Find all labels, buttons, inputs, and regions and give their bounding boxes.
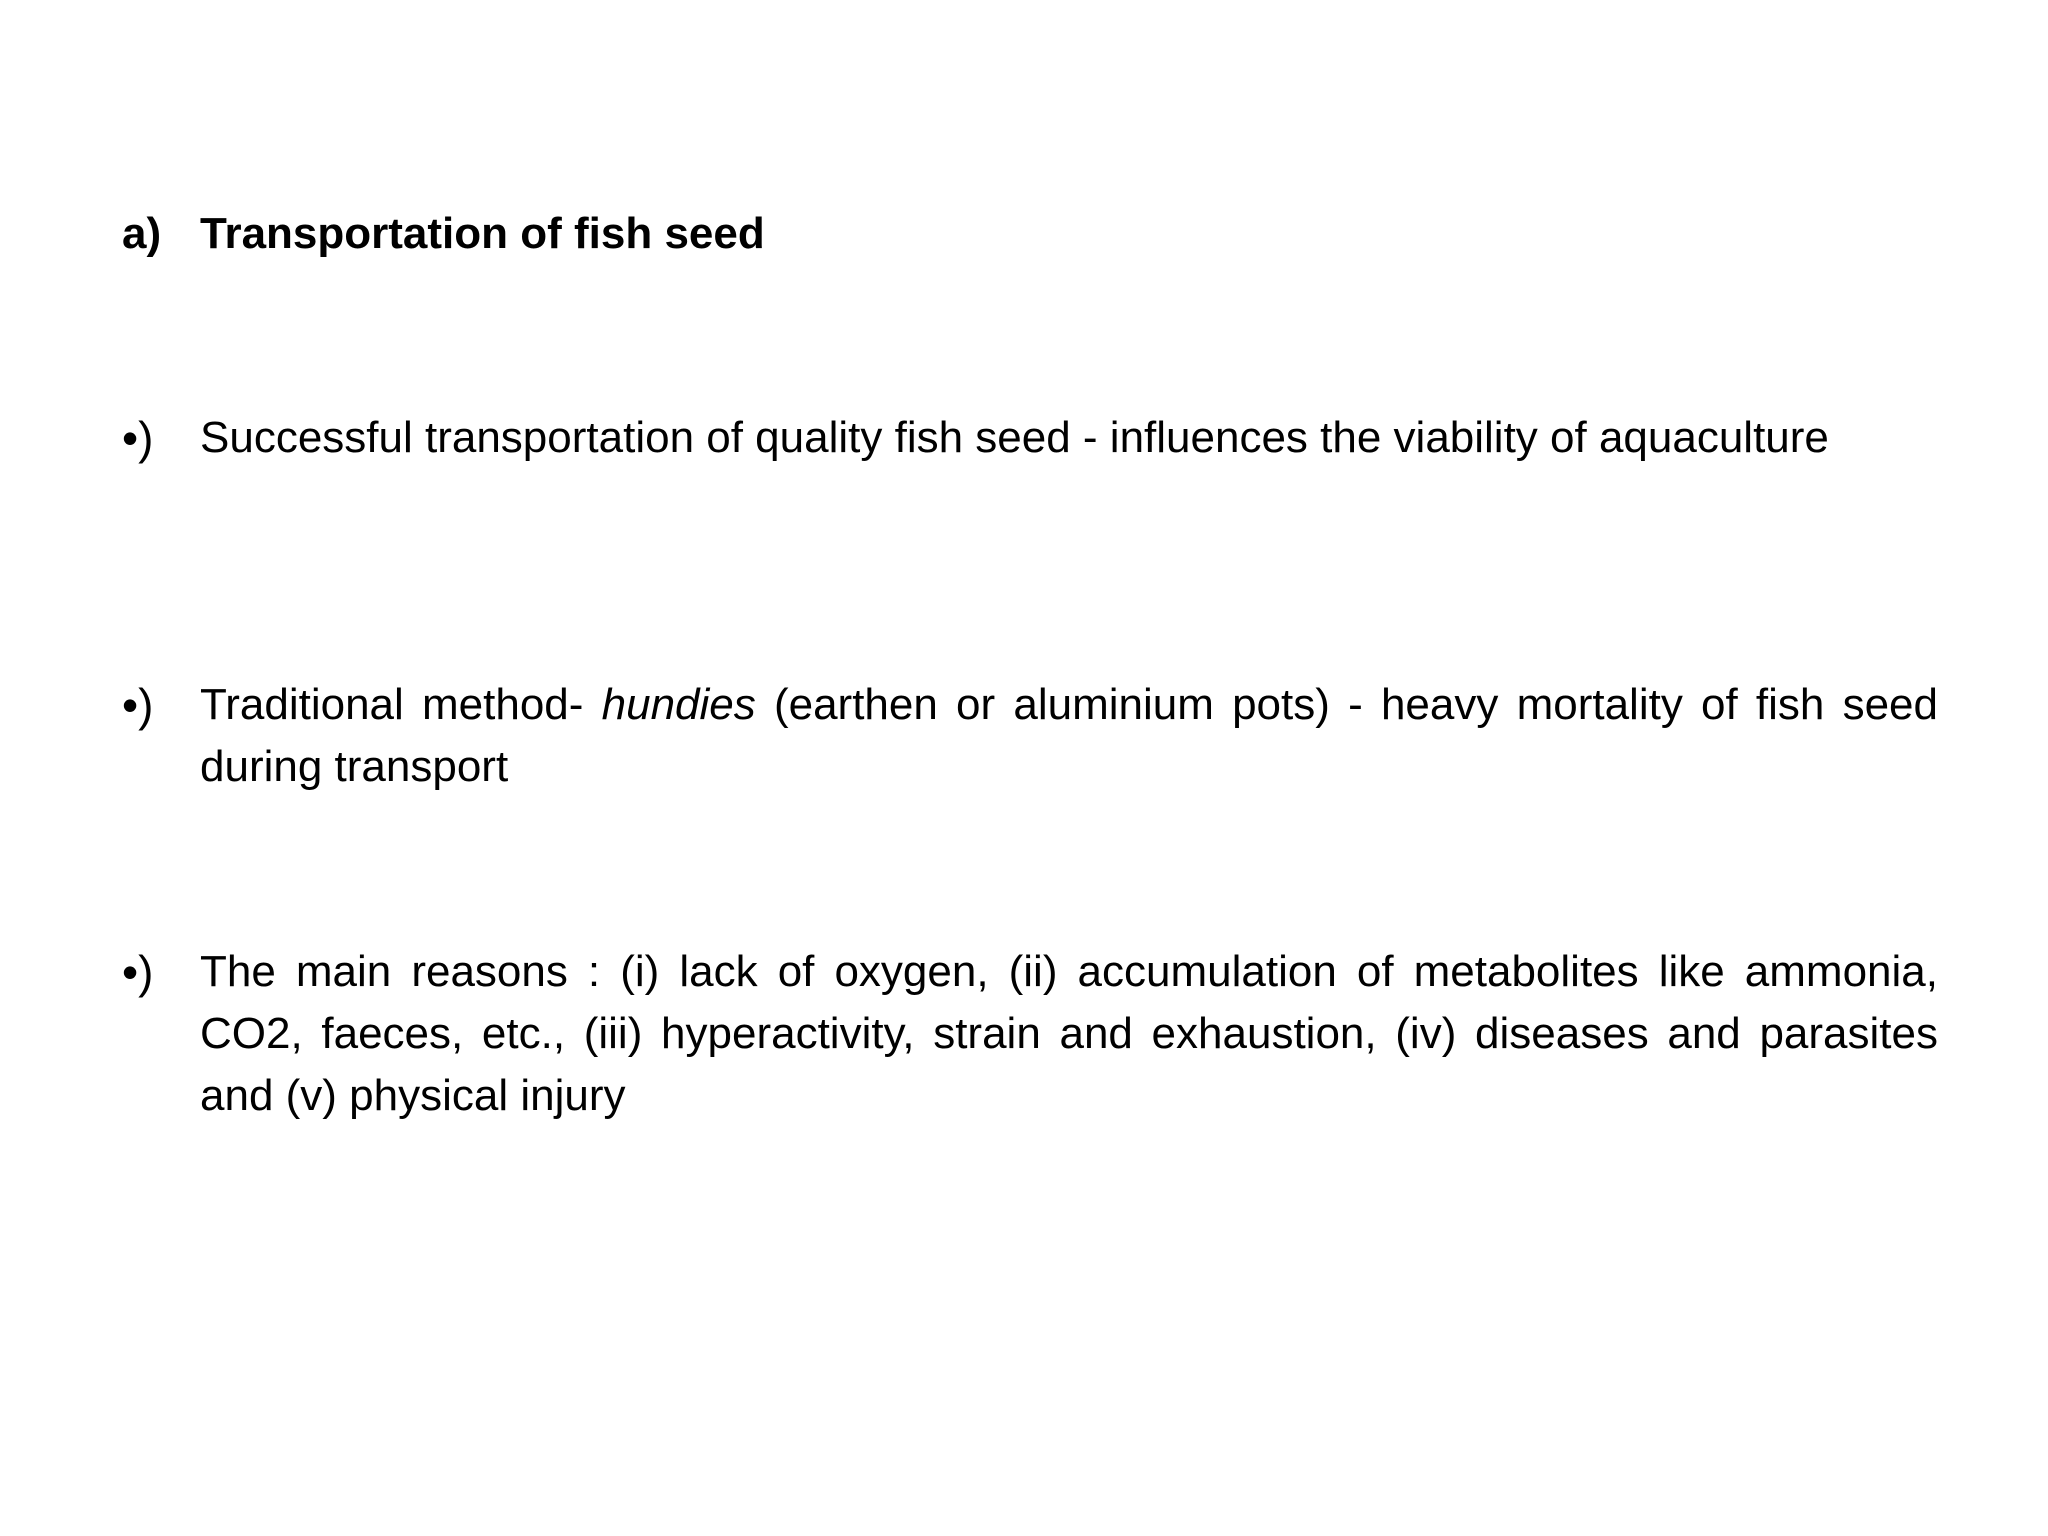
bullet-item-2 <box>122 674 1938 798</box>
bullet-text: Successful transportation of quality fish seed - influences the viability of aquaculture <box>200 413 1829 462</box>
bullet-text <box>200 674 1938 798</box>
bullet-text-after: (earthen or aluminium pots) - heavy mortality of fish seed during transport <box>200 680 1938 791</box>
heading-text: Transportation of fish seed <box>200 209 765 258</box>
bullet-marker: •) <box>122 412 154 464</box>
heading-marker: a) <box>122 209 162 258</box>
bullet-marker: •) <box>122 679 154 731</box>
bullet-item-3 <box>122 941 1938 1127</box>
bullet-item-1 <box>122 407 1938 469</box>
bullet-text-before: Traditional method- <box>200 680 602 729</box>
section-heading <box>122 206 1922 262</box>
bullet-marker: •) <box>122 946 154 998</box>
bullet-text-italic: hundies <box>601 680 756 729</box>
bullet-text: The main reasons : (i) lack of oxygen, (ii) accumulation of metabolites like ammonia, CO2, faeces, etc., (iii) hyperactivity, strain and exhaustion, (iv) diseases and parasites and (v) physical injury <box>200 947 1938 1120</box>
